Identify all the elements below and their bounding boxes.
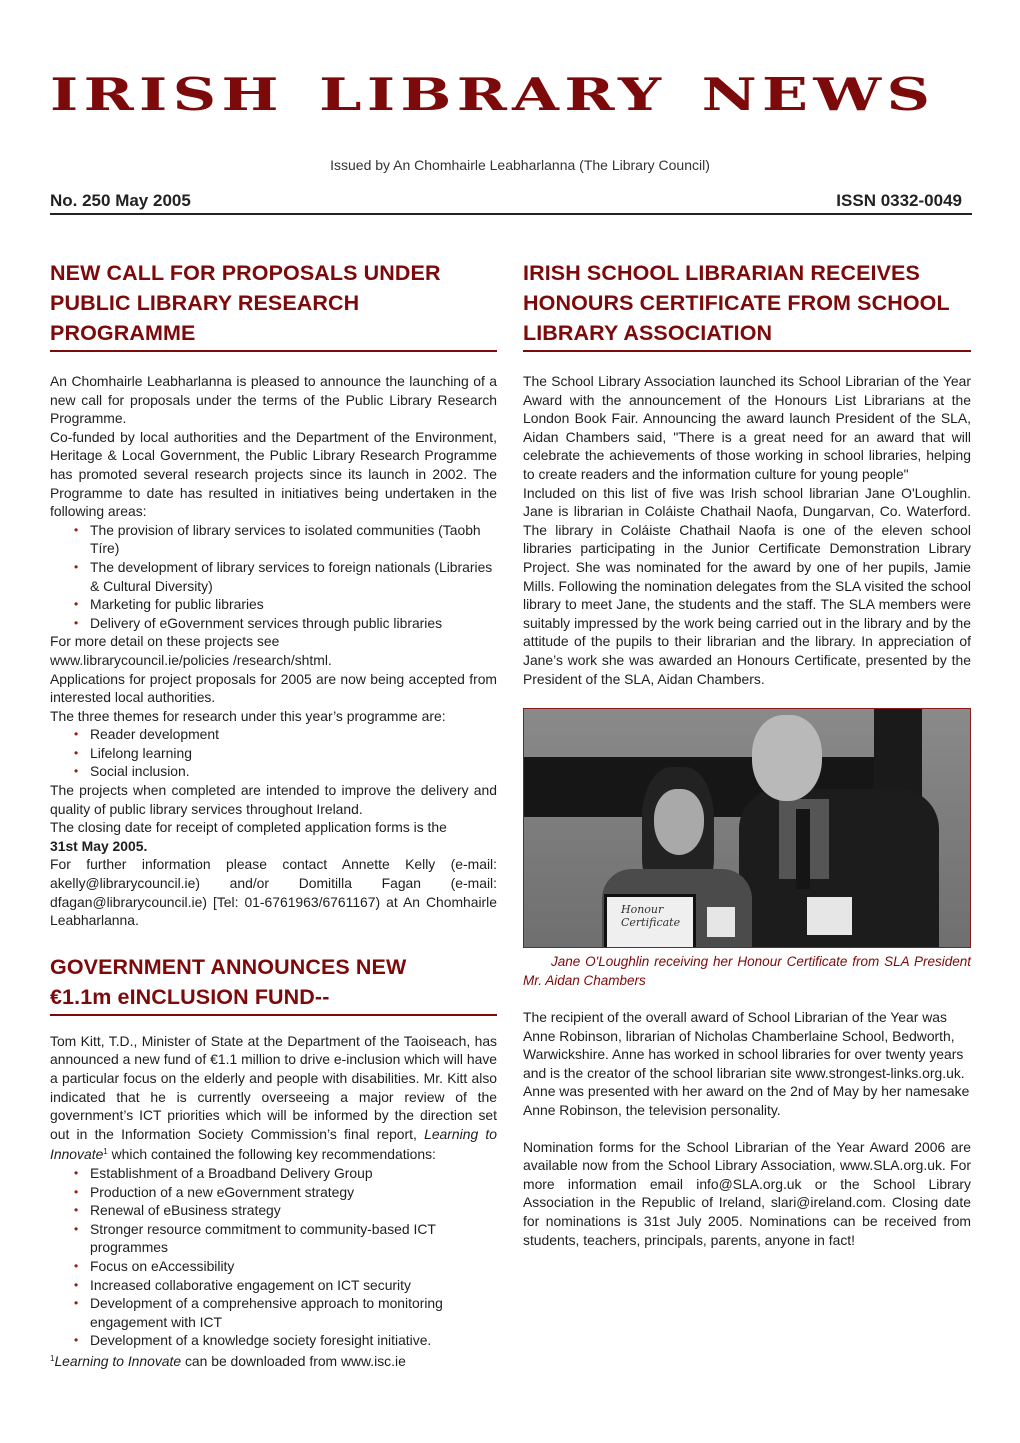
issue-number: No. 250 May 2005 xyxy=(50,191,191,210)
contact-paragraph: For further information please contact Annette Kelly (e-mail: akelly@librarycouncil.ie) and/or Domitilla Fagan (e-mail: dfagan@librarycouncil.ie) [Tel: 01-6761963/6761167) at An Chomhairle Leabharlanna. xyxy=(50,856,497,929)
list-item: • Focus on eAccessibility xyxy=(74,1257,497,1276)
list-item: • The development of library services to foreign nationals (Libraries & Cultural Diversity) xyxy=(74,558,497,595)
photo-caption: Jane O'Loughlin receiving her Honour Certificate from SLA President Mr. Aidan Chambers xyxy=(523,954,971,989)
text: which contained the following key recommendations: xyxy=(107,1146,436,1163)
list-item: • Marketing for public libraries xyxy=(74,595,497,614)
photo-head xyxy=(654,789,704,855)
list-item: • Development of a comprehensive approach to monitoring engagement with ICT xyxy=(74,1294,497,1331)
right-column xyxy=(523,258,971,1249)
text: can be downloaded from www.isc.ie xyxy=(181,1352,406,1369)
article-body xyxy=(523,1138,971,1250)
article-school-librarian xyxy=(523,258,971,1249)
list-item: • Delivery of eGovernment services through public libraries xyxy=(74,614,497,633)
list-item: • Reader development xyxy=(74,725,497,744)
article-body xyxy=(50,372,497,930)
headline-line: GOVERNMENT ANNOUNCES NEW xyxy=(50,954,407,979)
article-body xyxy=(50,1032,497,1371)
photo-name-badge xyxy=(707,907,735,937)
issued-by: Issued by An Chomhairle Leabharlanna (The Library Council) xyxy=(330,157,710,173)
newsletter-title: irish library news xyxy=(50,51,936,126)
list-item: • Establishment of a Broadband Delivery Group xyxy=(74,1164,497,1183)
research-url-link[interactable]: www.librarycouncil.ie/policies /research/shtml. xyxy=(50,651,332,668)
paragraph xyxy=(50,1032,497,1164)
list-item: • Stronger resource commitment to community-based ICT programmes xyxy=(74,1220,497,1257)
photo-name-badge xyxy=(807,897,852,935)
article-research-programme xyxy=(50,258,497,930)
photo-head xyxy=(752,715,822,801)
list-item: • Lifelong learning xyxy=(74,744,497,763)
paragraph: The recipient of the overall award of School Librarian of the Year was Anne Robinson, librarian of Nicholas Chamberlaine School, Bedworth, Warwickshire. Anne has worked in school libraries for over twenty years and is the creator of the school librarian site www.strongest-links.org.uk. Anne was presented with her award on the 2nd of May by her namesake Anne Robinson, the television personality. xyxy=(523,1009,970,1119)
headline-school-librarian: IRISH SCHOOL LIBRARIAN RECEIVES HONOURS CERTIFICATE FROM SCHOOL LIBRARY ASSOCIATION xyxy=(523,258,971,352)
award-photo xyxy=(523,708,971,948)
report-title: Learning to Innovate xyxy=(50,1125,497,1163)
paragraph: The School Library Association launched its School Librarian of the Year Award with the announcement of the Honours List Librarians at the London Book Fair. Announcing the award launch President of the SLA, Aidan Chambers said, "There is a great need for an award that will celebrate the achievements of those working in school libraries, helping to create readers and the information culture for young people" xyxy=(523,373,971,482)
photo-certificate: Honour Certificate xyxy=(604,894,696,948)
list-item: • Social inclusion. xyxy=(74,762,497,781)
list-item: • Development of a knowledge society foresight initiative. xyxy=(74,1331,497,1350)
paragraph: Co-funded by local authorities and the Department of the Environment, Heritage & Local Government, the Public Library Research Programme has promoted several research projects since its launch in 2002. The Programme to date has resulted in initiatives being undertaken in the following areas: xyxy=(50,428,497,520)
photo-tie xyxy=(796,809,810,889)
report-title: Learning to Innovate xyxy=(54,1352,182,1369)
headline-research-programme: NEW CALL FOR PROPOSALS UNDER PUBLIC LIBRARY RESEARCH PROGRAMME xyxy=(50,258,497,352)
article-einclusion-fund xyxy=(50,952,497,1371)
left-column xyxy=(50,258,497,1371)
themes-list xyxy=(50,725,497,781)
areas-list xyxy=(50,521,497,633)
footnote xyxy=(50,1350,497,1371)
list-item: • Production of a new eGovernment strategy xyxy=(74,1183,497,1202)
masthead xyxy=(50,46,980,138)
paragraph: Included on this list of five was Irish school librarian Jane O'Loughlin. Jane is librarian in Coláiste Chathail Naofa, Dungarvan, Co. Waterford. The library in Coláiste Chathail Naofa is one of the eleven school libraries participating in the Junior Certificate Demonstration Library Project. She was nominated for the award by one of her pupils, Jamie Mills. Following the nomination delegates from the SLA visited the school library to meet Jane, the students and the staff. The SLA members were suitably impressed by the work being carried out in the library and by the attitude of the pupils to their librarian and the library. In appreciation of Jane’s work she was awarded an Honours Certificate, presented by the President of the SLA, Aidan Chambers. xyxy=(523,484,971,687)
paragraph: Applications for project proposals for 2005 are now being accepted from interested local authorities. xyxy=(50,670,497,706)
article-body xyxy=(523,1008,971,1120)
paragraph: For more detail on these projects see xyxy=(50,633,280,650)
paragraph: An Chomhairle Leabharlanna is pleased to announce the launching of a new call for proposals under the terms of the Public Library Research Programme. xyxy=(50,373,497,427)
paragraph: The closing date for receipt of completed application forms is the xyxy=(50,819,447,836)
issn: ISSN 0332-0049 xyxy=(836,191,962,210)
list-item: • Renewal of eBusiness strategy xyxy=(74,1201,497,1220)
paragraph: Nomination forms for the School Librarian of the Year Award 2006 are available now from the School Library Association, www.SLA.org.uk. For more information email info@SLA.org.uk or the School Library Association in the Republic of Ireland, slari@ireland.com. Closing date for nominations is 31st July 2005. Nominations can be received from students, teachers, principals, parents, anyone in fact! xyxy=(523,1138,971,1248)
recommendations-list xyxy=(50,1164,497,1350)
issue-bar xyxy=(50,189,972,215)
article-body xyxy=(523,372,971,688)
paragraph: The projects when completed are intended to improve the delivery and quality of public library services throughout Ireland. xyxy=(50,782,497,817)
footnote-ref: 1 xyxy=(103,1147,108,1157)
closing-date: 31st May 2005. xyxy=(50,837,148,854)
list-item: • The provision of library services to isolated communities (Taobh Tíre) xyxy=(74,521,497,558)
paragraph: The three themes for research under this year’s programme are: xyxy=(50,707,446,724)
list-item: • Increased collaborative engagement on ICT security xyxy=(74,1276,497,1295)
headline-line: €1.1m eINCLUSION FUND-- xyxy=(50,984,330,1009)
headline-einclusion-fund xyxy=(50,952,497,1016)
footnote-mark: 1 xyxy=(50,1353,55,1363)
text: Tom Kitt, T.D., Minister of State at the Department of the Taoiseach, has announced a new fund of €1.1 million to drive e-inclusion which will have a particular focus on the elderly and people with disabilities. Mr. Kitt also indicated that he is currently overseeing a major review of the government’s ICT priorities which will be informed by the direction set out in the Information Society Commission’s final report, xyxy=(50,1032,497,1142)
